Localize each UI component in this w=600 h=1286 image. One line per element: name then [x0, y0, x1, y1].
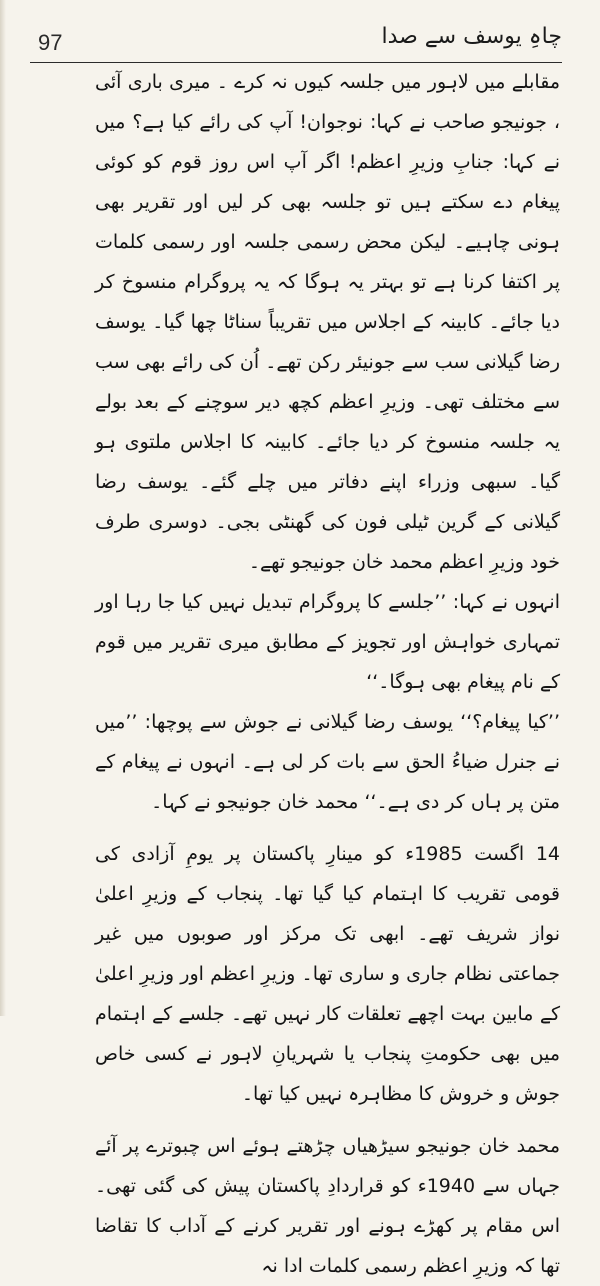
page-edge-shadow — [0, 0, 6, 1016]
running-title: چاہِ یوسف سے صدا — [381, 24, 562, 49]
page-header — [38, 22, 562, 66]
page-number: 97 — [38, 30, 63, 55]
paragraph-3: ’’کیا پیغام؟‘‘ یوسف رضا گیلانی نے جوش سے پوچھا: ’’میں نے جنرل ضیاءُ الحق سے بات کر لی ہے۔ انہوں نے پیغام کے متن پر ہاں کر دی ہے۔‘‘ محمد خان جونیجو نے کہا۔ — [95, 711, 560, 813]
body-text — [95, 62, 560, 1286]
paragraph-2: انہوں نے کہا: ’’جلسے کا پروگرام تبدیل نہیں کیا جا رہا اور تمہاری خواہش اور تجویز کے مطابق میری تقریر میں قوم کے نام پیغام بھی ہوگا۔‘‘ — [95, 591, 560, 693]
paragraph-4: 14 اگست 1985ء کو مینارِ پاکستان پر یومِ آزادی کی قومی تقریب کا اہتمام کیا گیا تھا۔ پنجاب کے وزیرِ اعلیٰ نواز شریف تھے۔ ابھی تک مرکز اور صوبوں میں غیر جماعتی نظام جاری و ساری تھا۔ وزیرِ اعظم اور وزیرِ اعلیٰ کے مابین بہت اچھے تعلقات کار نہیں تھے۔ جلسے کے اہتمام میں بھی حکومتِ پنجاب یا شہریانِ لاہور نے کسی خاص جوش و خروش کا مظاہرہ نہیں کیا تھا۔ — [95, 843, 560, 1105]
paragraph-5: محمد خان جونیجو سیڑھیاں چڑھتے ہوئے اس چبوترے پر آئے جہاں سے 1940ء کو قراردادِ پاکستان پیش کی گئی تھی۔ اس مقام پر کھڑے ہونے اور تقریر کرنے کے آداب کا تقاضا تھا کہ وزیرِ اعظم رسمی کلمات ادا نہ — [95, 1135, 560, 1277]
paragraph-1: مقابلے میں لاہور میں جلسہ کیوں نہ کرے ۔ میری باری آئی ، جونیجو صاحب نے کہا: نوجوان! آپ کی رائے کیا ہے؟ میں نے کہا: جنابِ وزیرِ اعظم! اگر آپ اس روز قوم کو کوئی پیغام دے سکتے ہیں تو جلسہ بھی کر لیں اور تقریر بھی ہونی چاہیے۔ لیکن محض رسمی جلسہ اور رسمی کلمات پر اکتفا کرنا ہے تو بہتر یہ ہوگا کہ یہ پروگرام منسوخ کر دیا جائے۔ کابینہ کے اجلاس میں تقریباً سناٹا چھا گیا۔ یوسف رضا گیلانی سب سے جونیئر رکن تھے۔ اُن کی رائے بھی سب سے مختلف تھی۔ وزیرِ اعظم کچھ دیر سوچنے کے بعد بولے یہ جلسہ منسوخ کر دیا جائے۔ کابینہ کا اجلاس ملتوی ہو گیا۔ سبھی وزراء اپنے دفاتر میں چلے گئے۔ یوسف رضا گیلانی کے گرین ٹیلی فون کی گھنٹی بجی۔ دوسری طرف خود وزیرِ اعظم محمد خان جونیجو تھے۔ — [95, 71, 560, 573]
